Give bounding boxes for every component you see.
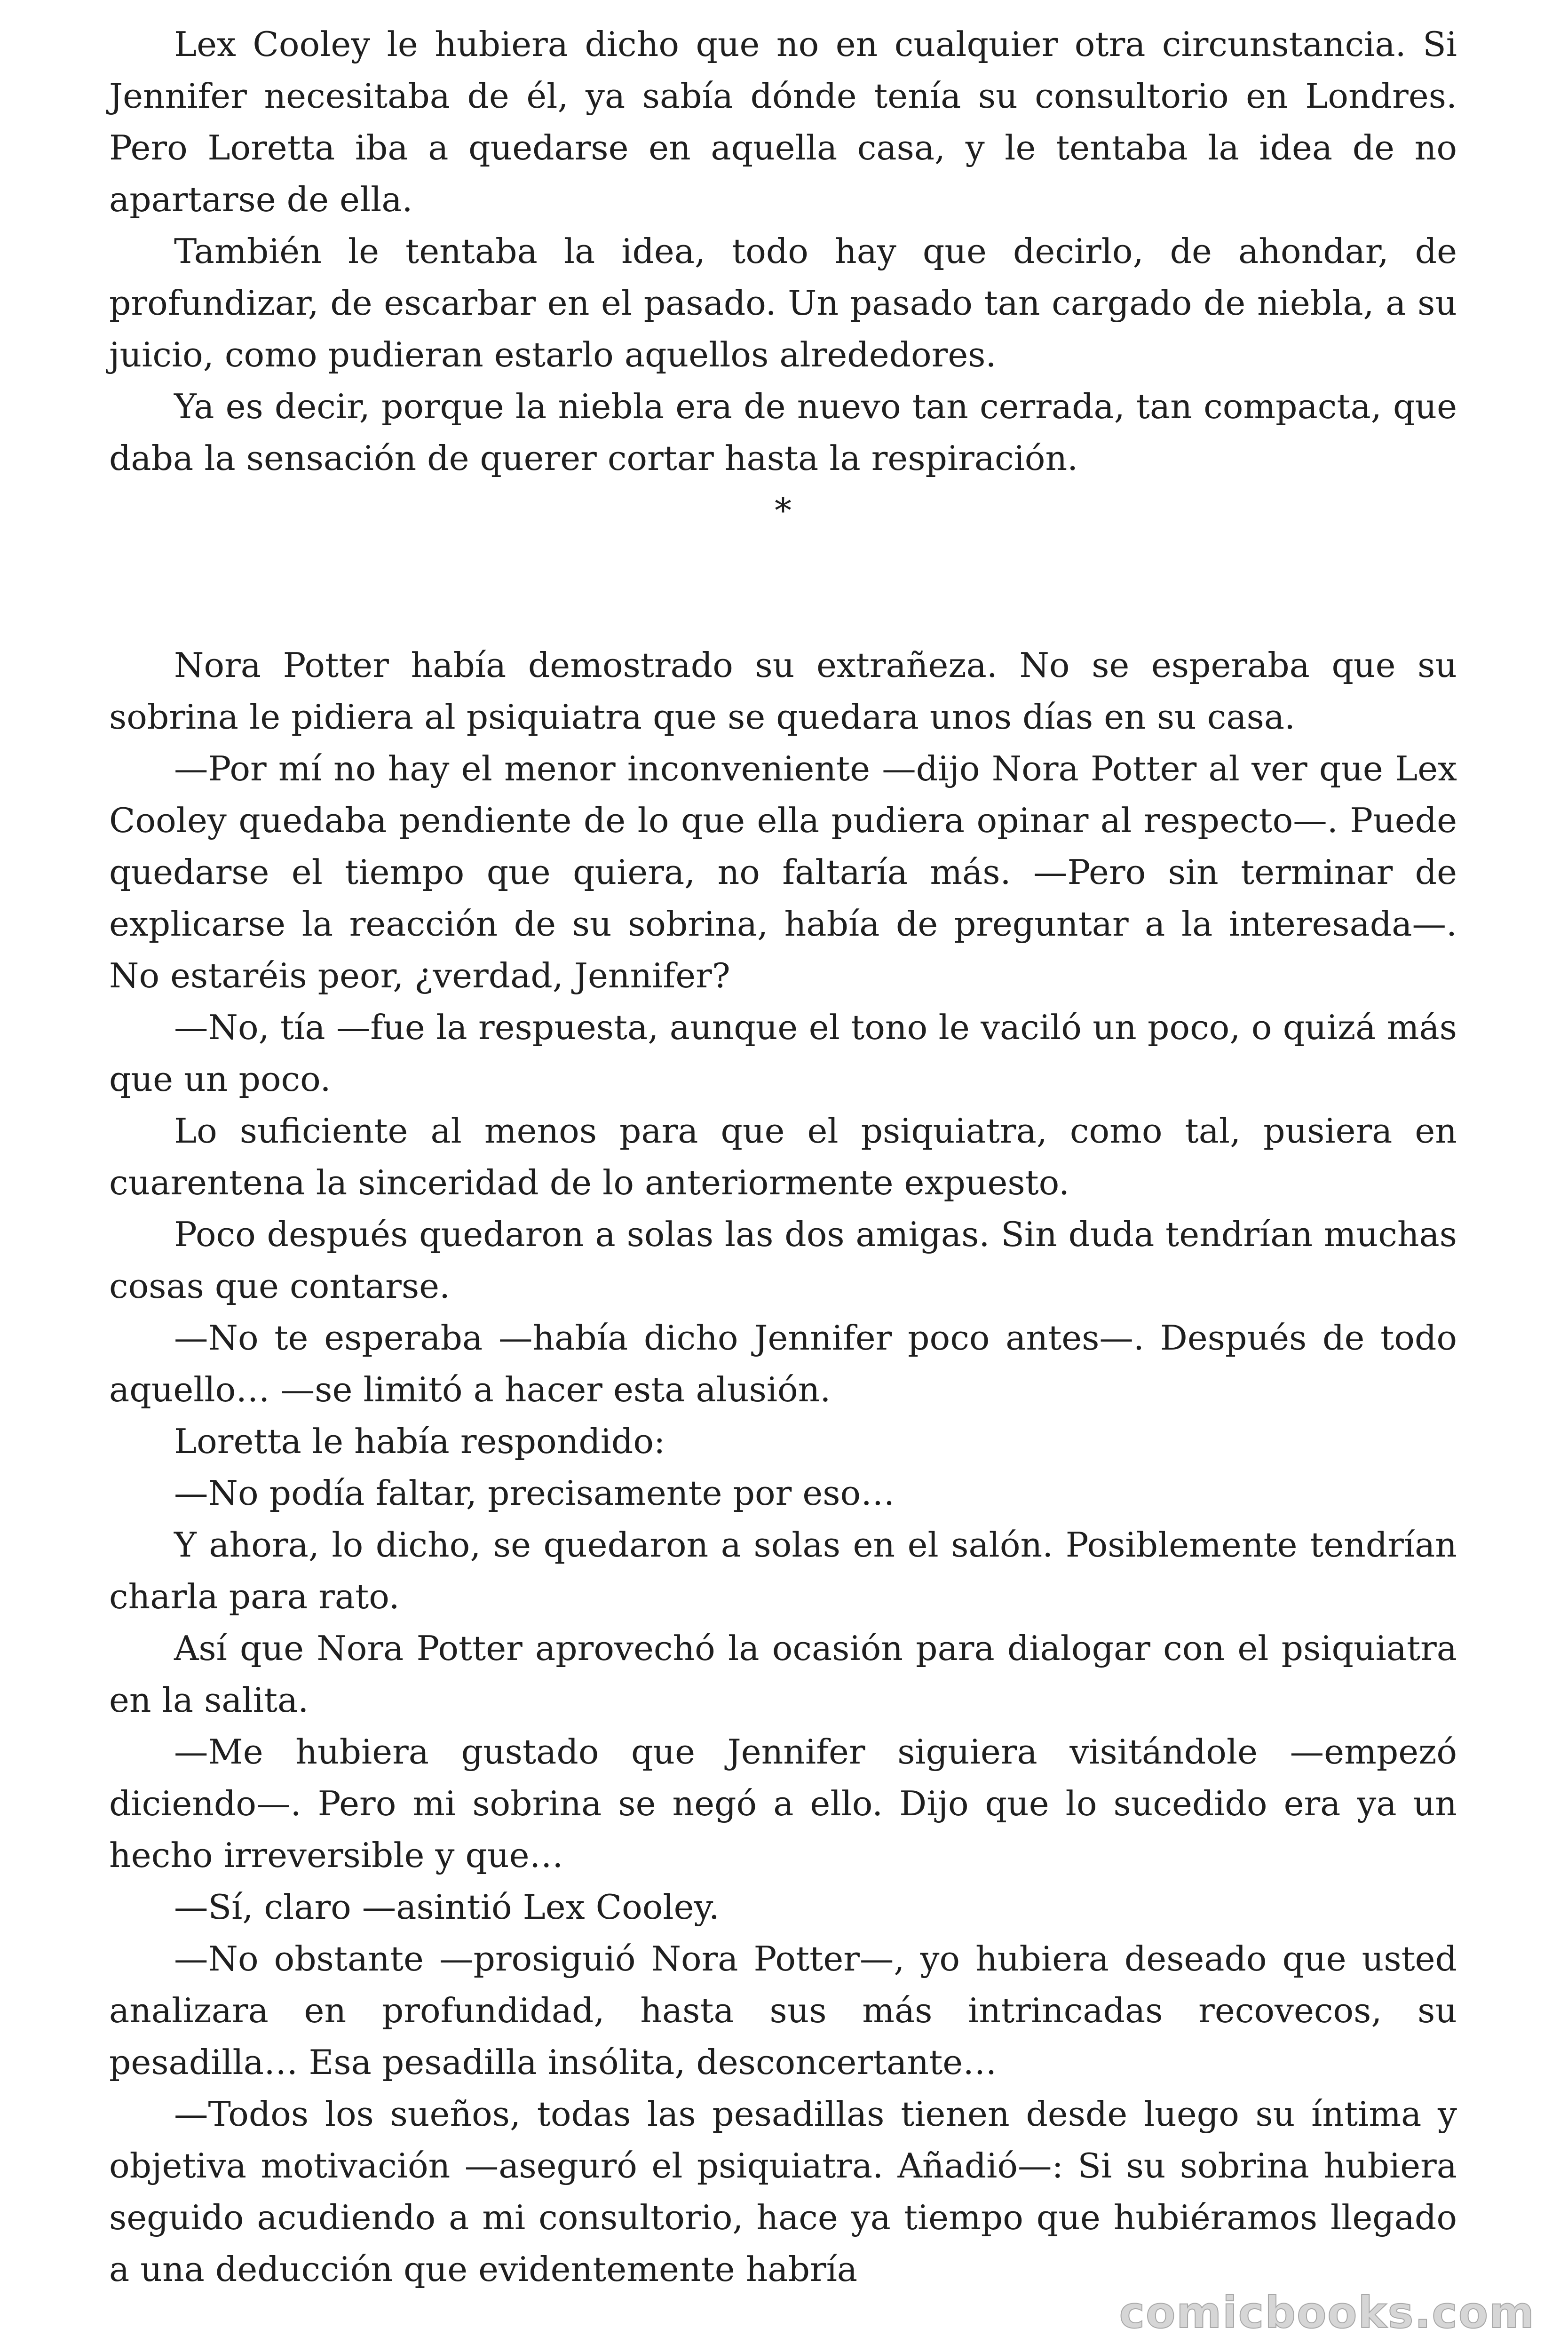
paragraph: —Sí, claro —asintió Lex Cooley.: [174, 1888, 720, 1927]
paragraph: —Todos los sueños, todas las pesadillas tienen desde luego su íntima y objetiva motivación —aseguró el psiquiatra. Añadió—: Si su sobrina hubiera seguido acudiendo a mi consultorio, hace ya tiempo que hubiéramos llegado a una deducción que evidentemente habría: [109, 2095, 1457, 2289]
paragraph: —No te esperaba —había dicho Jennifer poco antes—. Después de todo aquello… —se limitó a hacer esta alusión.: [109, 1319, 1457, 1410]
paragraph: Así que Nora Potter aprovechó la ocasión para dialogar con el psiquiatra en la salita.: [109, 1629, 1457, 1720]
paragraph: Poco después quedaron a solas las dos amigas. Sin duda tendrían muchas cosas que contarse.: [109, 1215, 1457, 1306]
paragraph: Ya es decir, porque la niebla era de nuevo tan cerrada, tan compacta, que daba la sensación de querer cortar hasta la respiración.: [109, 387, 1457, 478]
document-page: [109, 19, 1457, 2324]
paragraph: —No, tía —fue la respuesta, aunque el tono le vaciló un poco, o quizá más que un poco.: [109, 1008, 1457, 1099]
paragraph: Y ahora, lo dicho, se quedaron a solas en el salón. Posiblemente tendrían charla para rato.: [109, 1526, 1457, 1617]
paragraph: —Por mí no hay el menor inconveniente —dijo Nora Potter al ver que Lex Cooley quedaba pendiente de lo que ella pudiera opinar al respecto—. Puede quedarse el tiempo que quiera, no faltaría más. —Pero sin terminar de explicarse la reacción de su sobrina, había de preguntar a la interesada—. No estaréis peor, ¿verdad, Jennifer?: [109, 749, 1457, 996]
paragraph: Lo suficiente al menos para que el psiquiatra, como tal, pusiera en cuarentena la sinceridad de lo anteriormente expuesto.: [109, 1112, 1457, 1203]
section-before-break: [109, 19, 1457, 485]
section-after-break: [109, 640, 1457, 2296]
paragraph: También le tentaba la idea, todo hay que decirlo, de ahondar, de profundizar, de escarbar en el pasado. Un pasado tan cargado de niebla, a su juicio, como pudieran estarlo aquellos alrededores.: [109, 232, 1457, 375]
paragraph: —No podía faltar, precisamente por eso…: [174, 1474, 895, 1513]
paragraph: —Me hubiera gustado que Jennifer siguiera visitándole —empezó diciendo—. Pero mi sobrina se negó a ello. Dijo que lo sucedido era ya un hecho irreversible y que…: [109, 1732, 1457, 1875]
paragraph: Lex Cooley le hubiera dicho que no en cualquier otra circunstancia. Si Jennifer necesitaba de él, ya sabía dónde tenía su consultorio en Londres. Pero Loretta iba a quedarse en aquella casa, y le tentaba la idea de no apartarse de ella.: [109, 25, 1457, 220]
section-break: [109, 485, 1457, 640]
paragraph: Nora Potter había demostrado su extrañeza. No se esperaba que su sobrina le pidiera al psiquiatra que se quedara unos días en su casa.: [109, 646, 1457, 737]
watermark-logo: comicbooks.com: [1119, 2288, 1535, 2338]
paragraph: —No obstante —prosiguió Nora Potter—, yo hubiera deseado que usted analizara en profundidad, hasta sus más intrincadas recovecos, su pesadilla… Esa pesadilla insólita, desconcertante…: [109, 1939, 1457, 2082]
paragraph: Loretta le había respondido:: [174, 1422, 665, 1462]
section-break-asterisk: *: [775, 491, 792, 530]
